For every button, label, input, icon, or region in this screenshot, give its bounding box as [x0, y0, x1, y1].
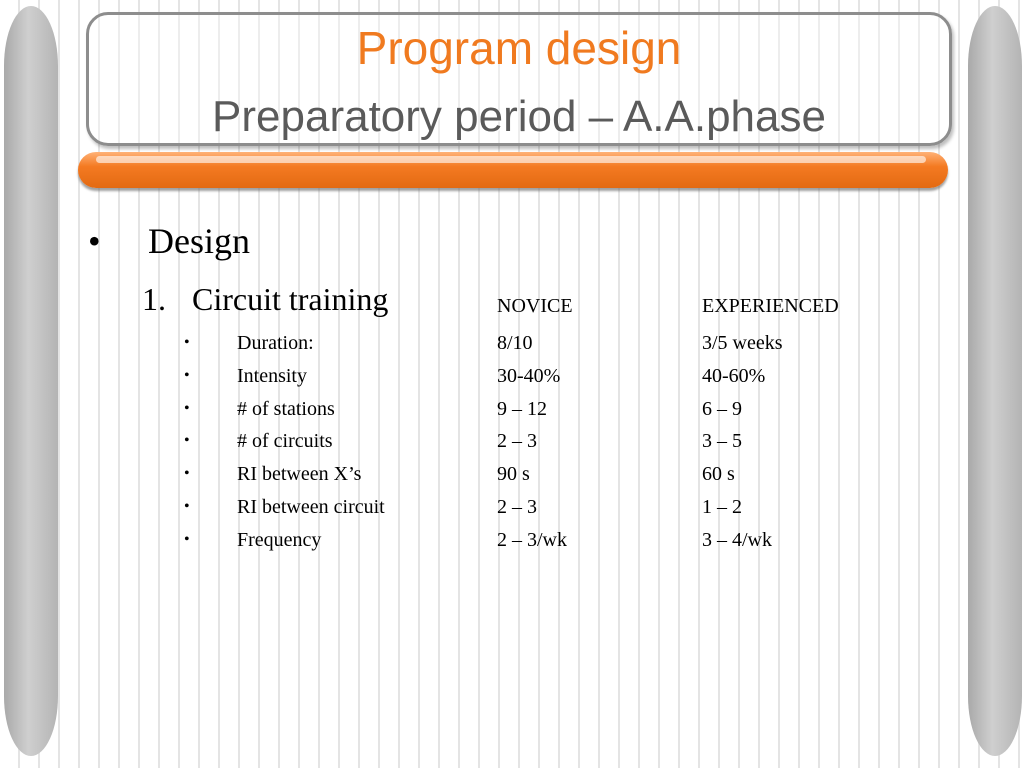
sub-item-number: 1. — [142, 281, 166, 317]
row-novice-value: 2 – 3/wk — [497, 529, 567, 551]
slide-subtitle: Preparatory period – A.A.phase — [212, 92, 826, 141]
table-row — [0, 460, 1024, 488]
column-header-experienced: EXPERIENCED — [702, 295, 839, 317]
table-row — [0, 329, 1024, 357]
table-row — [0, 493, 1024, 521]
main-bullet-text: Design — [148, 221, 250, 261]
row-experienced-value: 1 – 2 — [702, 496, 742, 518]
table-row — [0, 395, 1024, 423]
sub-item-text: Circuit training — [192, 281, 389, 317]
row-experienced-value: 60 s — [702, 463, 735, 485]
row-label: Frequency — [237, 529, 322, 551]
row-novice-value: 30-40% — [497, 365, 561, 387]
column-header-novice: NOVICE — [497, 295, 573, 317]
row-bullet: • — [184, 531, 190, 548]
row-label: Duration: — [237, 332, 314, 354]
row-bullet: • — [184, 498, 190, 515]
table-row — [0, 427, 1024, 455]
row-label: Intensity — [237, 365, 307, 387]
row-experienced-value: 3/5 weeks — [702, 332, 783, 354]
row-novice-value: 2 – 3 — [497, 496, 537, 518]
row-novice-value: 8/10 — [497, 332, 533, 354]
row-label: RI between X’s — [237, 463, 362, 485]
row-label: # of stations — [237, 398, 335, 420]
divider-highlight — [96, 156, 926, 163]
row-label: # of circuits — [237, 430, 333, 452]
row-experienced-value: 3 – 5 — [702, 430, 742, 452]
row-experienced-value: 3 – 4/wk — [702, 529, 772, 551]
row-bullet: • — [184, 400, 190, 417]
table-row — [0, 362, 1024, 390]
row-novice-value: 2 – 3 — [497, 430, 537, 452]
row-bullet: • — [184, 367, 190, 384]
row-novice-value: 9 – 12 — [497, 398, 547, 420]
row-bullet: • — [184, 432, 190, 449]
table-row — [0, 526, 1024, 554]
slide-title: Program design — [356, 22, 682, 74]
row-novice-value: 90 s — [497, 463, 530, 485]
row-bullet: • — [184, 465, 190, 482]
main-bullet-marker: • — [88, 221, 101, 261]
row-experienced-value: 6 – 9 — [702, 398, 742, 420]
row-bullet: • — [184, 334, 190, 351]
row-experienced-value: 40-60% — [702, 365, 766, 387]
row-label: RI between circuit — [237, 496, 385, 518]
